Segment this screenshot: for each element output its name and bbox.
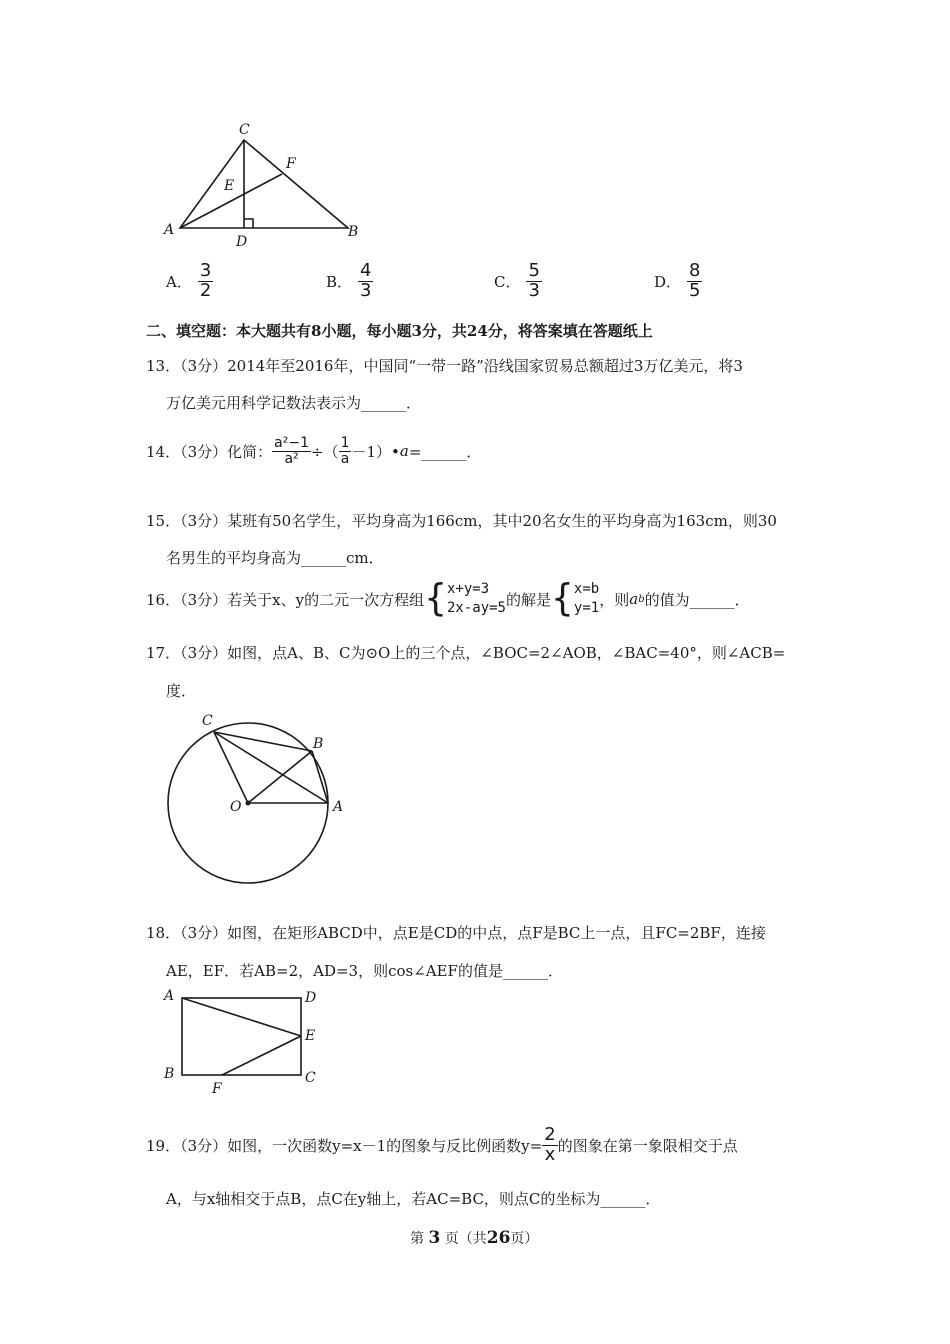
option-letter: B． [326, 272, 353, 291]
q16-mid: 的解是 [506, 590, 552, 609]
q16-line [146, 576, 750, 620]
label-a: A [164, 988, 175, 1004]
q17-line1: 17．（3分）如图，点A、B、C为⊙O上的三个点，∠BOC=2∠AOB，∠BAC=40°，则∠ACB= [146, 644, 786, 662]
option-d[interactable] [654, 262, 702, 301]
label-c: C [239, 122, 250, 138]
brace-icon: { [551, 576, 574, 620]
page-number: 3 [428, 1228, 441, 1248]
q13-line1: 13．（3分）2014年至2016年，中国同“一带一路”沿线国家贸易总额超过3万亿美元，将3 [146, 357, 743, 375]
option-letter: C． [494, 272, 521, 291]
q14-var: a [399, 442, 409, 461]
q16-prefix: 16．（3分）若关于x、y的二元一次方程组 [146, 590, 425, 609]
label-e: E [224, 178, 235, 194]
label-f: F [212, 1081, 222, 1097]
brace-icon: { [424, 576, 447, 620]
label-b: B [348, 224, 359, 240]
option-a[interactable] [166, 262, 213, 301]
q14-fraction-1: $\frac{\text{a²−1}}{\text{a²}}$ [274, 435, 309, 467]
center-point [246, 801, 251, 806]
circle-figure [160, 710, 360, 890]
section-title: 二、填空题：本大题共有8小题，每小题3分，共24分，将答案填在答题纸上 [146, 322, 653, 340]
right-angle-mark [244, 219, 253, 228]
segment-fe [222, 1036, 301, 1075]
q16-then: ，则 [599, 590, 630, 609]
q17-line2: 度． [166, 682, 197, 700]
equation-system-2: { x=b y=1 [551, 576, 600, 620]
equation-system-1: { x+y=3 2x-ay=5 [424, 576, 506, 620]
q15-line1: 15．（3分）某班有50名学生，平均身高为166cm，其中20名女生的平均身高为163cm，则30 [146, 512, 777, 530]
q14-line [146, 436, 481, 466]
q19-line2: A，与x轴相交于点B，点C在y轴上，若AC=BC，则点C的坐标为______． [166, 1190, 661, 1208]
q19-prefix: 19．（3分）如图，一次函数y=x－1的图象与反比例函数y= [146, 1136, 543, 1155]
option-fraction: $\frac{5}{3}$ [528, 260, 540, 301]
option-letter: D． [654, 272, 682, 291]
option-fraction: $\frac{8}{5}$ [689, 260, 701, 301]
option-fraction: $\frac{3}{2}$ [199, 260, 212, 301]
q15-line2: 名男生的平均身高为______cm． [166, 549, 384, 567]
q14-minus: －1）• [351, 442, 400, 461]
option-c[interactable] [494, 262, 542, 301]
rectangle-abcd [182, 998, 301, 1075]
label-d: D [305, 990, 317, 1006]
q19-fraction: $\frac{2}{x}$ [544, 1124, 556, 1165]
label-a: A [333, 799, 344, 815]
option-fraction: $\frac{4}{3}$ [360, 260, 372, 301]
q14-suffix: =______． [408, 442, 482, 461]
q14-div: ÷（ [310, 442, 339, 461]
label-b: B [313, 736, 324, 752]
q14-fraction-2: $\frac{1}{a}$ [340, 435, 350, 467]
label-a: A [164, 222, 175, 238]
segment-ae [182, 998, 301, 1036]
option-letter: A． [166, 272, 192, 291]
q19-suffix: 的图象在第一象限相交于点 [557, 1136, 738, 1155]
q18-line1: 18．（3分）如图，在矩形ABCD中，点E是CD的中点，点F是BC上一点，且FC=2BF，连接 [146, 924, 766, 942]
q16-suffix: 的值为______． [644, 590, 750, 609]
label-b: B [164, 1066, 175, 1082]
q16-base: a [629, 590, 639, 608]
q19-line1 [146, 1126, 738, 1165]
rectangle-figure [160, 985, 330, 1100]
label-c: C [305, 1070, 316, 1086]
option-b[interactable] [326, 262, 373, 301]
page-total: 26 [486, 1228, 511, 1248]
label-e: E [305, 1028, 316, 1044]
label-c: C [202, 713, 213, 729]
label-o: O [230, 799, 242, 815]
q16-exp: b [638, 593, 645, 605]
label-f: F [286, 156, 296, 172]
page-footer: 第 3 页（共26页） [410, 1228, 539, 1248]
q14-prefix: 14．（3分）化简： [146, 442, 273, 461]
q18-line2: AE，EF．若AB=2，AD=3，则cos∠AEF的值是______． [166, 962, 563, 980]
label-d: D [236, 234, 248, 250]
triangle-figure [160, 118, 370, 250]
q13-line2: 万亿美元用科学记数法表示为______． [166, 394, 422, 412]
